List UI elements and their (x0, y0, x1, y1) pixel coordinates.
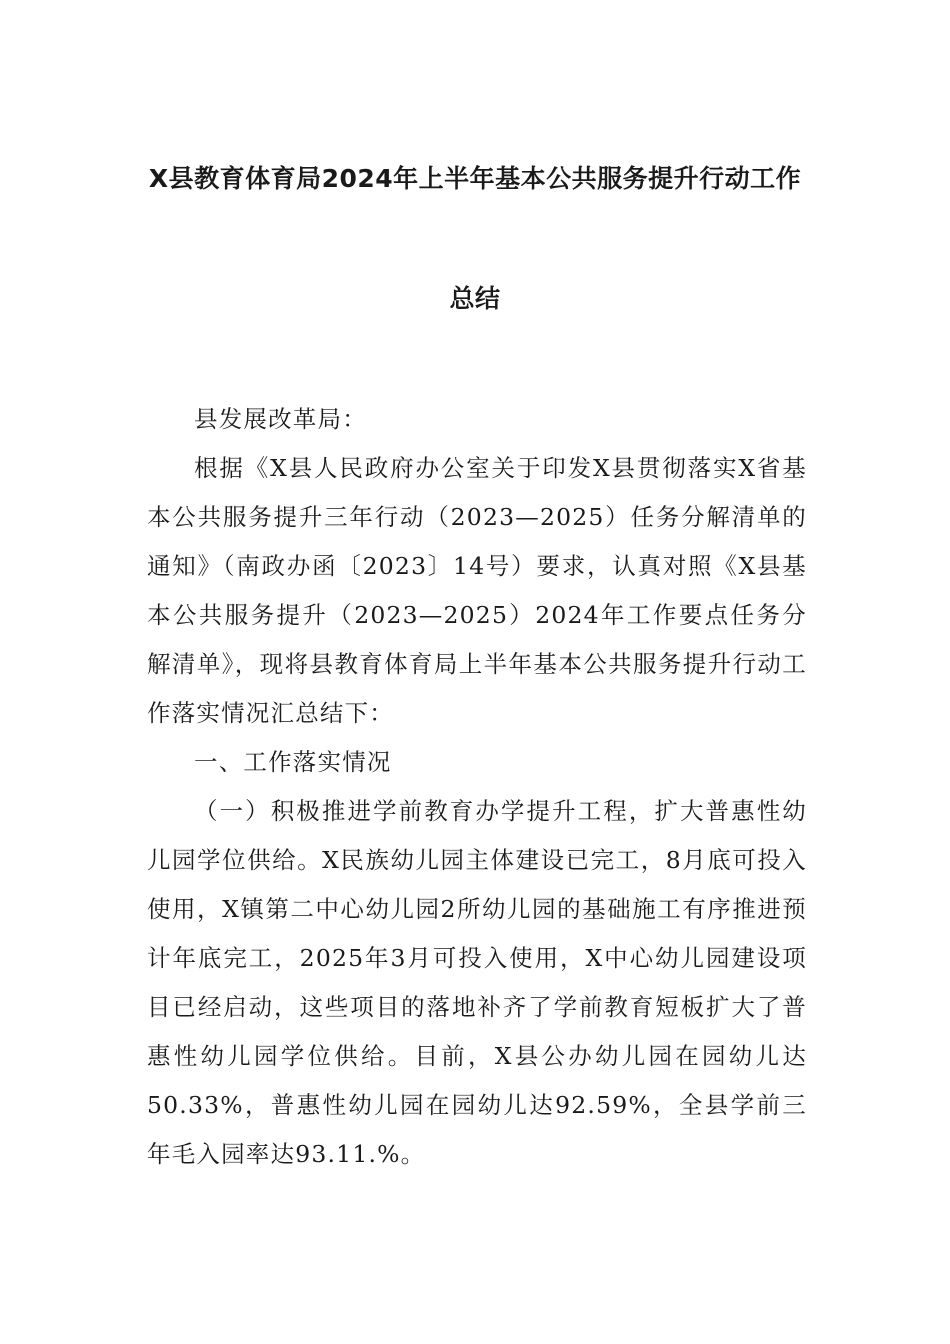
salutation: 县发展改革局： (194, 405, 367, 433)
document-body (147, 395, 807, 1179)
document-title-line-2: 总结 (449, 284, 501, 313)
intro-paragraph: 根据《X县人民政府办公室关于印发X县贯彻落实X省基本公共服务提升三年行动（2023—2025）任务分解清单的通知》（南政办函〔2023〕14号）要求，认真对照《X县基本公共服务提升（2023—2025）2024年工作要点任务分解清单》，现将县教育体育局上半年基本公共服务提升行动工作落实情况汇总结下： (147, 454, 807, 727)
subsection-paragraph: （一）积极推进学前教育办学提升工程，扩大普惠性幼儿园学位供给。X民族幼儿园主体建设已完工，8月底可投入使用，X镇第二中心幼儿园2所幼儿园的基础施工有序推进预计年底完工，2025年3月可投入使用，X中心幼儿园建设项目已经启动，这些项目的落地补齐了学前教育短板扩大了普惠性幼儿园学位供给。目前，X县公办幼儿园在园幼儿达50.33%，普惠性幼儿园在园幼儿达92.59%，全县学前三年毛入园率达93.11.%。 (147, 797, 807, 1168)
document-title-line-1: X县教育体育局2024年上半年基本公共服务提升行动工作 (148, 164, 802, 193)
section-heading: 一、工作落实情况 (194, 748, 392, 776)
